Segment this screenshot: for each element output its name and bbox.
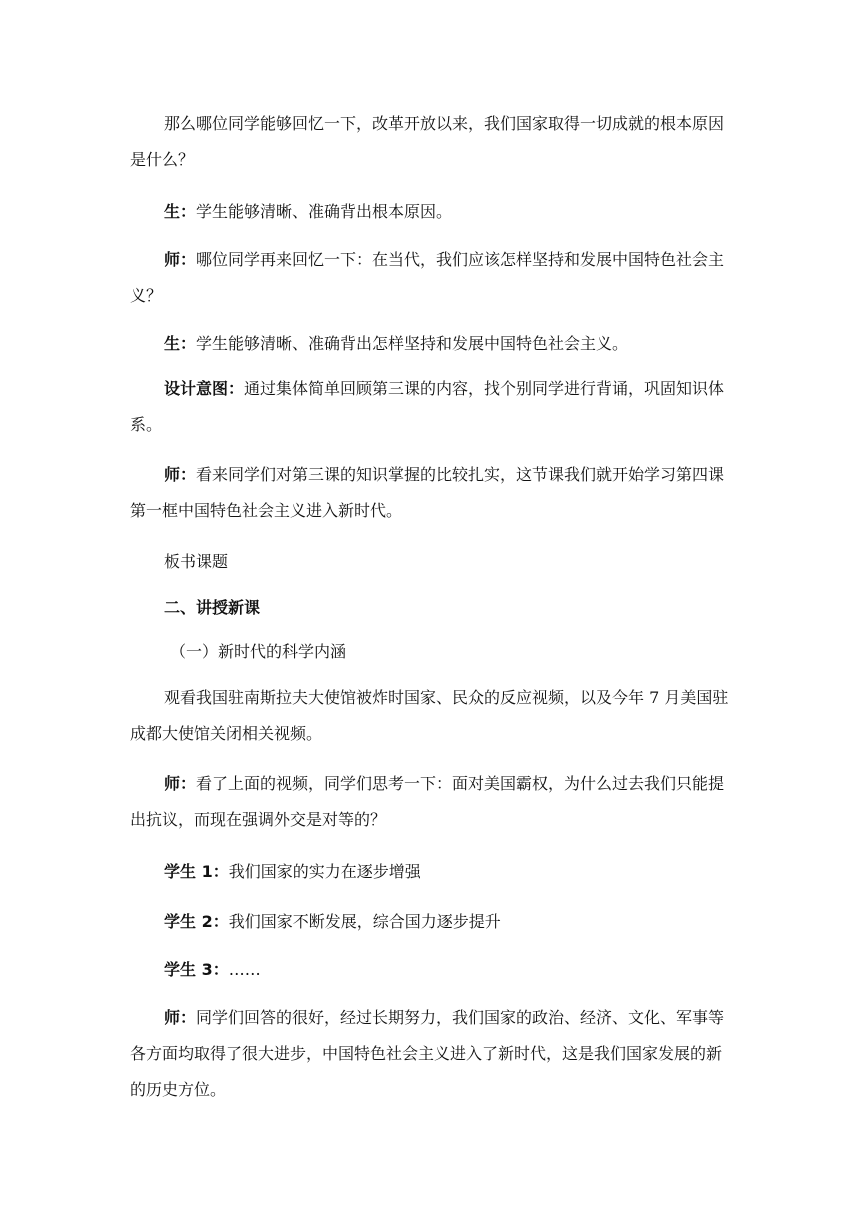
- speaker-label: 设计意图：: [164, 379, 245, 398]
- speaker-label: 学生 2：: [164, 912, 229, 931]
- paragraph-text: 学生能够清晰、准确背出怎样坚持和发展中国特色社会主义。: [196, 334, 629, 353]
- paragraph-design-intent: [130, 371, 736, 443]
- paragraph-text: 同学们回答的很好，经过长期努力，我们国家的政治、经济、文化、军事等各方面均取得了很大进步，中国特色社会主义进入了新时代，这是我们国家发展的新的历史方位。: [130, 1008, 725, 1099]
- speaker-label: 生：: [164, 334, 197, 353]
- paragraph-text: 通过集体简单回顾第三课的内容，找个别同学进行背诵，巩固知识体系。: [130, 379, 725, 434]
- speaker-label: 生：: [164, 202, 197, 221]
- section-heading: [130, 590, 736, 626]
- paragraph-student-3: [130, 952, 736, 988]
- paragraph-teacher-question-1: [130, 242, 736, 314]
- subheading-text: （一）新时代的科学内涵: [170, 642, 347, 661]
- paragraph-text: 我们国家不断发展，综合国力逐步提升: [228, 912, 501, 931]
- paragraph-board-title: [130, 544, 736, 580]
- speaker-label: 学生 1：: [164, 862, 229, 881]
- document-page: [130, 0, 736, 1216]
- paragraph-text: 哪位同学再来回忆一下：在当代，我们应该怎样坚持和发展中国特色社会主义？: [130, 250, 725, 305]
- paragraph-teacher-summary: [130, 1000, 736, 1108]
- paragraph-review-question: [130, 106, 736, 178]
- paragraph-text: 观看我国驻南斯拉夫大使馆被炸时国家、民众的反应视频，以及今年 7 月美国驻成都大使馆关闭相关视频。: [130, 688, 729, 743]
- speaker-label: 师：: [164, 1008, 197, 1027]
- paragraph-text: 板书课题: [164, 552, 229, 571]
- paragraph-teacher-intro: [130, 457, 736, 529]
- subsection-heading: [130, 634, 736, 670]
- paragraph-student-1: [130, 854, 736, 890]
- paragraph-teacher-question-2: [130, 766, 736, 838]
- paragraph-text: 那么哪位同学能够回忆一下，改革开放以来，我们国家取得一切成就的根本原因是什么？: [130, 114, 725, 169]
- paragraph-text: 学生能够清晰、准确背出根本原因。: [196, 202, 453, 221]
- paragraph-text: 我们国家的实力在逐步增强: [228, 862, 421, 881]
- speaker-label: 师：: [164, 774, 197, 793]
- speaker-label: 师：: [164, 250, 197, 269]
- heading-text: 二、讲授新课: [164, 598, 261, 617]
- paragraph-student-2: [130, 904, 736, 940]
- paragraph-student-answer-1: [130, 194, 736, 230]
- paragraph-text: ……: [228, 960, 261, 979]
- paragraph-video: [130, 680, 736, 752]
- speaker-label: 师：: [164, 465, 197, 484]
- paragraph-text: 看了上面的视频，同学们思考一下：面对美国霸权，为什么过去我们只能提出抗议，而现在强调外交是对等的？: [130, 774, 725, 829]
- paragraph-student-answer-2: [130, 326, 736, 362]
- paragraph-text: 看来同学们对第三课的知识掌握的比较扎实，这节课我们就开始学习第四课第一框中国特色社会主义进入新时代。: [130, 465, 725, 520]
- speaker-label: 学生 3：: [164, 960, 229, 979]
